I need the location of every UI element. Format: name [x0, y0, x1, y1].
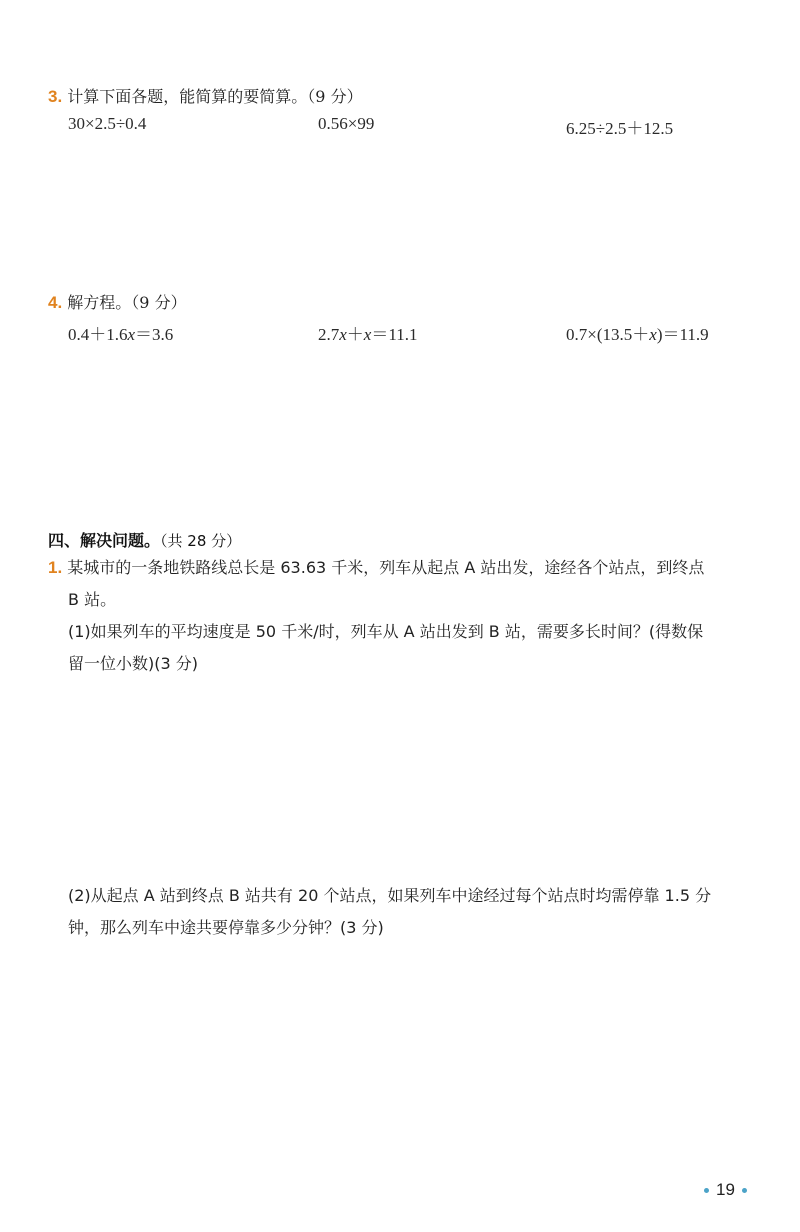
problem-1 — [48, 552, 768, 680]
page-footer — [704, 1180, 747, 1200]
q4-equation-2: 2.7x＋x＝11.1 — [318, 325, 418, 344]
problem-1-line-2: B 站。 — [68, 590, 117, 609]
question-4-instruction: 解方程。 — [67, 293, 132, 312]
q4-equation-3: 0.7×(13.5＋x)＝11.9 — [566, 325, 709, 344]
page-number: 19 — [716, 1180, 735, 1199]
question-3-instruction: 计算下面各题，能简算的要简算。 — [67, 87, 308, 106]
section-4-heading — [48, 528, 241, 551]
question-3-score: （9 分） — [307, 87, 363, 106]
problem-1-sub1-line-1: (1)如果列车的平均速度是 50 千米/时，列车从 A 站出发到 B 站，需要多长时间？(得数保 — [68, 622, 704, 641]
question-4-score: （9 分） — [131, 293, 187, 312]
question-4-text — [67, 293, 186, 312]
q4-equation-1: 0.4＋1.6x＝3.6 — [68, 325, 174, 344]
question-3-number: 3. — [48, 87, 63, 106]
problem-1-sub1-line-2: 留一位小数)(3 分) — [68, 654, 198, 673]
section-4-score: （共 28 分） — [160, 532, 242, 550]
question-4-number: 4. — [48, 293, 63, 312]
question-3-header — [48, 84, 363, 107]
question-3-text — [67, 87, 362, 106]
problem-1-sub2-line-1: (2)从起点 A 站到终点 B 站共有 20 个站点，如果列车中途经过每个站点时均需停靠 1.5 分 — [68, 886, 712, 905]
problem-1-number: 1. — [48, 558, 63, 577]
q3-expression-3: 6.25÷2.5＋12.5 — [566, 119, 674, 138]
q3-expression-2: 0.56×99 — [318, 114, 375, 133]
q3-expression-1: 30×2.5÷0.4 — [68, 114, 147, 133]
problem-1-line-1 — [48, 552, 768, 584]
question-4-header — [48, 290, 187, 313]
problem-1-sub2-line-2: 钟，那么列车中途共要停靠多少分钟？(3 分) — [68, 918, 384, 937]
section-4-title: 四、解决问题。 — [48, 531, 161, 550]
footer-dot-right — [742, 1188, 747, 1193]
problem-1-part-2 — [68, 880, 768, 944]
footer-dot-left — [704, 1188, 709, 1193]
problem-1-statement: 某城市的一条地铁路线总长是 63.63 千米，列车从起点 A 站出发，途经各个站点，到终点 — [67, 558, 705, 577]
